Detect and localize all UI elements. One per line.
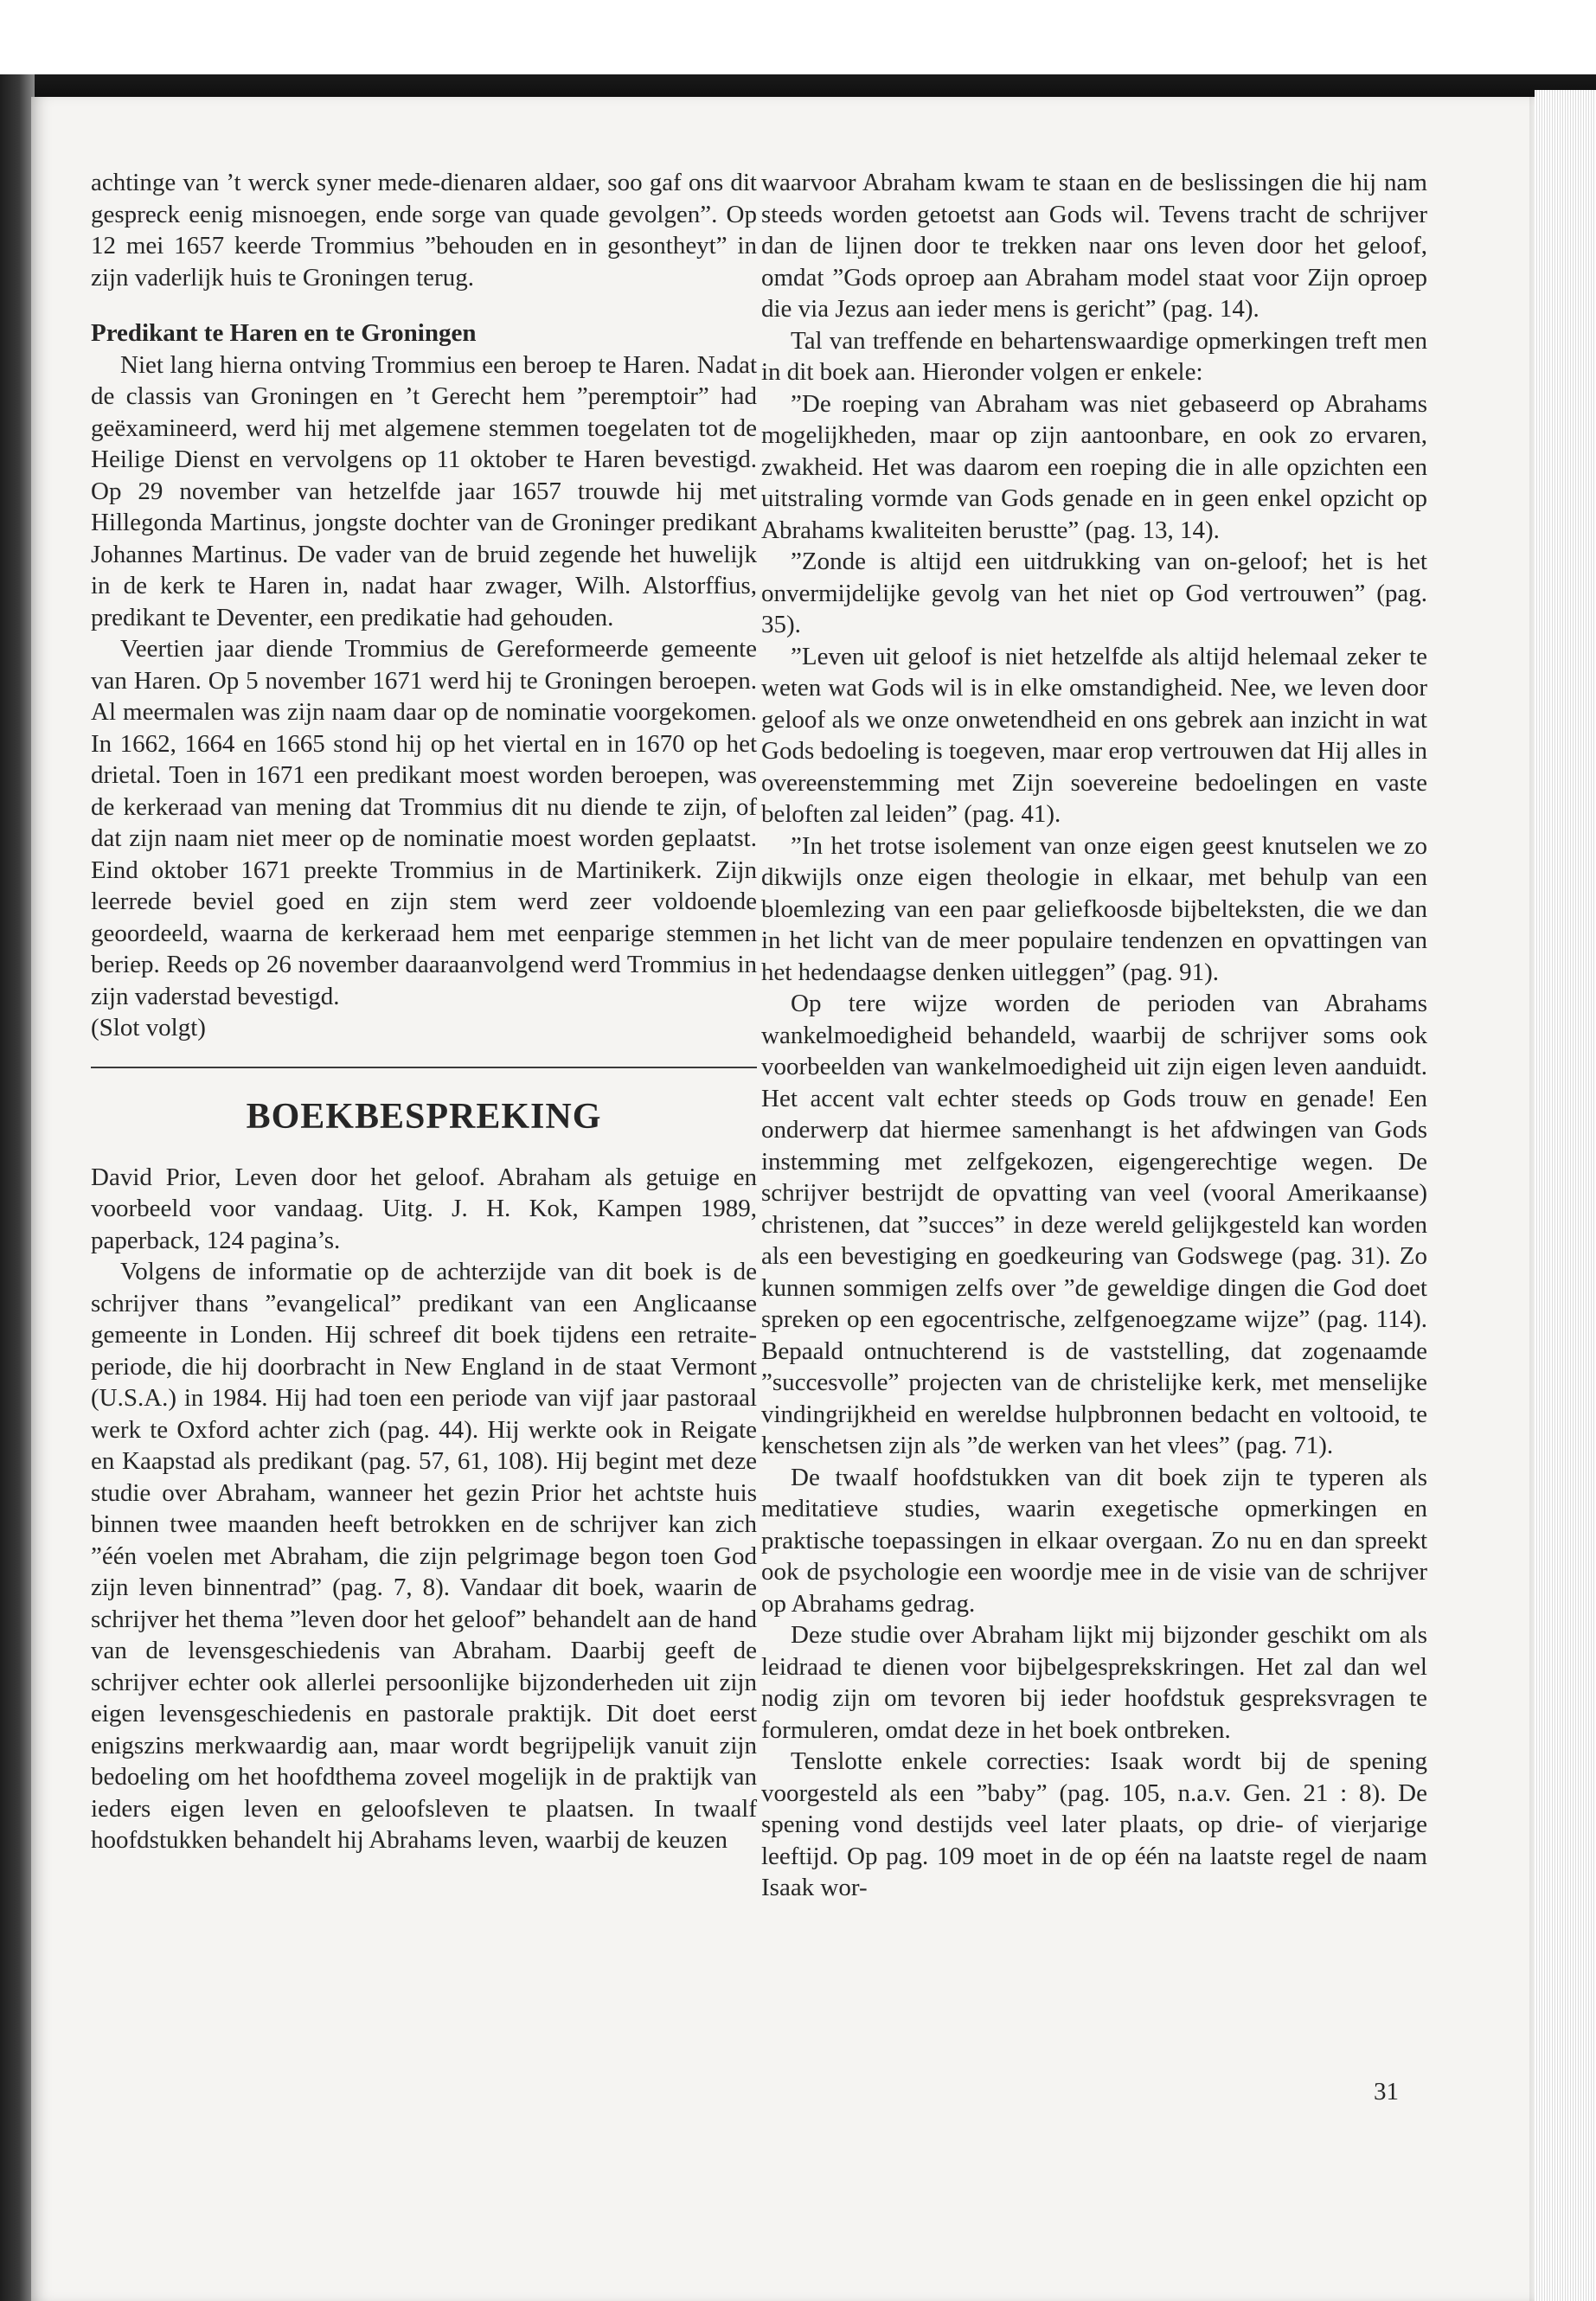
scan-book-spine-shadow — [0, 74, 35, 2301]
page-number: 31 — [1374, 2078, 1399, 2106]
quote-paragraph: ”Zonde is altijd een uitdrukking van on-geloof; het is het onvermijdelijke gevolg van het niet op God vertrouwen” (pag. 35). — [761, 548, 1427, 638]
review-paragraph: Tal van treffende en behartenswaardige opmerkingen treft men in dit boek aan. Hieronder volgen er enkele: — [761, 326, 1427, 386]
review-paragraph: Deze studie over Abraham lijkt mij bijzonder geschikt om als leidraad te dienen voor bijbelgesprekskringen. Het zal dan wel nodig zijn om tevoren bij ieder hoofdstuk gespreksvragen te formuleren, omdat deze in het boek ontbreken. — [761, 1621, 1427, 1744]
intro-paragraph: achtinge van ’t werck syner mede-dienaren aldaer, soo gaf ons dit gespreck eenig misnoegen, ende sorge van quade gevolgen”. Op 12 mei 1657 keerde Trommius ”behouden en in gesontheyt” in zijn vaderlijk huis te Groningen terug. — [91, 169, 757, 292]
scan-background-top — [0, 0, 1596, 80]
quote-paragraph: ”In het trotse isolement van onze eigen geest knutselen we zo dikwijls onze eigen theologie in elkaar, met behulp van een bloemlezing van een paar geliefkoosde bijbelteksten, die we dan in het licht van de meer populaire tendenzen en opvattingen van het hedendaagse denken uitleggen” (pag. 91). — [761, 831, 1427, 986]
left-column — [91, 167, 757, 1856]
page-stack-edge — [1535, 90, 1596, 2301]
right-column — [761, 167, 1427, 1904]
review-paragraph: Tenslotte enkele correcties: Isaak wordt bij de spening voorgesteld als een ”baby” (pag. 105, n.a.v. Gen. 21 : 8). De spening vond destijds veel later plaats, op drie- of vierjarige leeftijd. Op pag. 109 moet in de op één na laatste regel de naam Isaak wor- — [761, 1747, 1427, 1901]
section-paragraph: Niet lang hierna ontving Trommius een beroep te Haren. Nadat de classis van Groningen en ’t Gerecht hem ”peremptoir” had geëxamineerd, werd hij met algemene stemmen toegelaten tot de Heilige Dienst en vervolgens op 11 oktober te Haren bevestigd. Op 29 november van hetzelfde jaar 1657 trouwde hij met Hillegonda Martinus, jongste dochter van de Groninger predikant Johannes Martinus. De vader van de bruid zegende het huwelijk in de kerk te Haren in, nadat haar zwager, Wilh. Alstorffius, predikant te Deventer, een predikatie had gehouden. — [91, 350, 757, 631]
review-paragraph: Volgens de informatie op de achterzijde van dit boek is de schrijver thans ”evangelical” predikant van een Anglicaanse gemeente in Londen. Hij schreef dit boek tijdens een retraite-periode, die hij doorbracht in New England in de staat Vermont (U.S.A.) in 1984. Hij had toen een periode van vijf jaar pastoraal werk te Oxford achter zich (pag. 44). Hij werkte ook in Reigate en Kaapstad als predikant (pag. 57, 61, 108). Hij begint met deze studie over Abraham, wanneer het gezin Prior het achtste huis binnen twee maanden heeft betrokken en de schrijver kan zich ”één voelen met Abraham, die zijn pelgrimage begon toen God zijn leven binnentrad” (pag. 7, 8). Vandaar dit boek, waarin de schrijver het thema ”leven door het geloof” behandelt aan de hand van de levensgeschiedenis van Abraham. Daarbij geeft de schrijver echter ook allerlei persoonlijke bijzonderheden uit zijn eigen levensgeschiedenis en pastorale praktijk. Dit doet eerst enigszins merkwaardig aan, maar wordt begrijpelijk vanuit zijn bedoeling om het hoofdthema zoveel mogelijk in de praktijk van ieders eigen leven en geloofsleven te plaatsen. In twaalf hoofdstukken behandelt hij Abrahams leven, waarbij de keuzen — [91, 1258, 757, 1854]
book-reference: David Prior, Leven door het geloof. Abraham als getuige en voorbeeld voor vandaag. Uitg. J. H. Kok, Kampen 1989, paperback, 124 pagina’s. — [91, 1163, 757, 1254]
continued-note: (Slot volgt) — [91, 1014, 206, 1042]
review-title: BOEKBESPREKING — [246, 1096, 602, 1137]
review-paragraph: waarvoor Abraham kwam te staan en de beslissingen die hij nam steeds worden getoetst aan Gods wil. Tevens tracht de schrijver dan de lijnen door te trekken naar ons leven door het geloof, omdat ”Gods oproep aan Abraham model staat voor Zijn oproep die via Jezus aan ieder mens is gericht” (pag. 14). — [761, 169, 1427, 323]
quote-paragraph: ”De roeping van Abraham was niet gebaseerd op Abrahams mogelijkheden, maar op zijn aantoonbare, en ook zo ervaren, zwakheid. Het was daarom een roeping die in alle opzichten een uitstraling vormde van Gods genade en in geen enkel opzicht op Abrahams kwaliteiten berustte” (pag. 13, 14). — [761, 389, 1427, 544]
review-paragraph: De twaalf hoofdstukken van dit boek zijn te typeren als meditatieve studies, waarin exegetische opmerkingen en praktische toepassingen in elkaar overgaan. Zo nu en dan spreekt ook de psychologie een woordje mee in de visie van de schrijver op Abrahams gedrag. — [761, 1463, 1427, 1618]
review-paragraph: Op tere wijze worden de perioden van Abrahams wankelmoedigheid behandeld, waarbij de schrijver soms ook voorbeelden van wankelmoedigheid uit zijn eigen leven aanduidt. Het accent valt echter steeds op Gods trouw en genade! Een onderwerp dat hiermee samenhangt is het afdwingen van Gods instemming met zelfgekozen, eigengerechtige wegen. De schrijver bestrijdt de opvatting van veel (vooral Amerikaanse) christenen, dat ”succes” in deze wereld gelijkgesteld kan worden als een bevestiging en goedkeuring van Godswege (pag. 31). Zo kunnen sommigen zelfs over ”de geweldige dingen die God doet spreken op een egocentrische, zelfgenoegzame wijze” (pag. 114). Bepaald ontnuchterend is de vaststelling, dat zogenaamde ”succesvolle” projecten van de christelijke kerk, met menselijke vindingrijkheid en wereldse hulpbronnen bedacht en voltooid, te kenschetsen zijn als ”de werken van het vlees” (pag. 71). — [761, 990, 1427, 1459]
section-paragraph: Veertien jaar diende Trommius de Gereformeerde gemeente van Haren. Op 5 november 1671 werd hij te Groningen beroepen. Al meermalen was zijn naam daar op de nominatie voorgekomen. In 1662, 1664 en 1665 stond hij op het viertal en in 1670 op het drietal. Toen in 1671 een predikant moest worden beroepen, was de kerkeraad van mening dat Trommius dit nu diende te zijn, of dat zijn naam niet meer op de nominatie moest worden geplaatst. Eind oktober 1671 preekte Trommius in de Martinikerk. Zijn leerrede beviel goed en zijn stem werd zeer voldoende geoordeeld, waarna de kerkeraad hem met eenparige stemmen beriep. Reeds op 26 november daaraanvolgend werd Trommius in zijn vaderstad bevestigd. — [91, 635, 757, 1010]
quote-paragraph: ”Leven uit geloof is niet hetzelfde als altijd helemaal zeker te weten wat Gods wil is in elke omstandigheid. Nee, we leven door geloof als we onze onwetendheid en ons gebrek aan inzicht in wat Gods bedoeling is toegeven, maar erop vertrouwen dat Hij alles in overeenstemming met Zijn soevereine bedoelingen en vaste beloften zal leiden” (pag. 41). — [761, 642, 1427, 828]
section-heading: Predikant te Haren en te Groningen — [91, 319, 477, 347]
section-divider — [91, 1067, 757, 1068]
